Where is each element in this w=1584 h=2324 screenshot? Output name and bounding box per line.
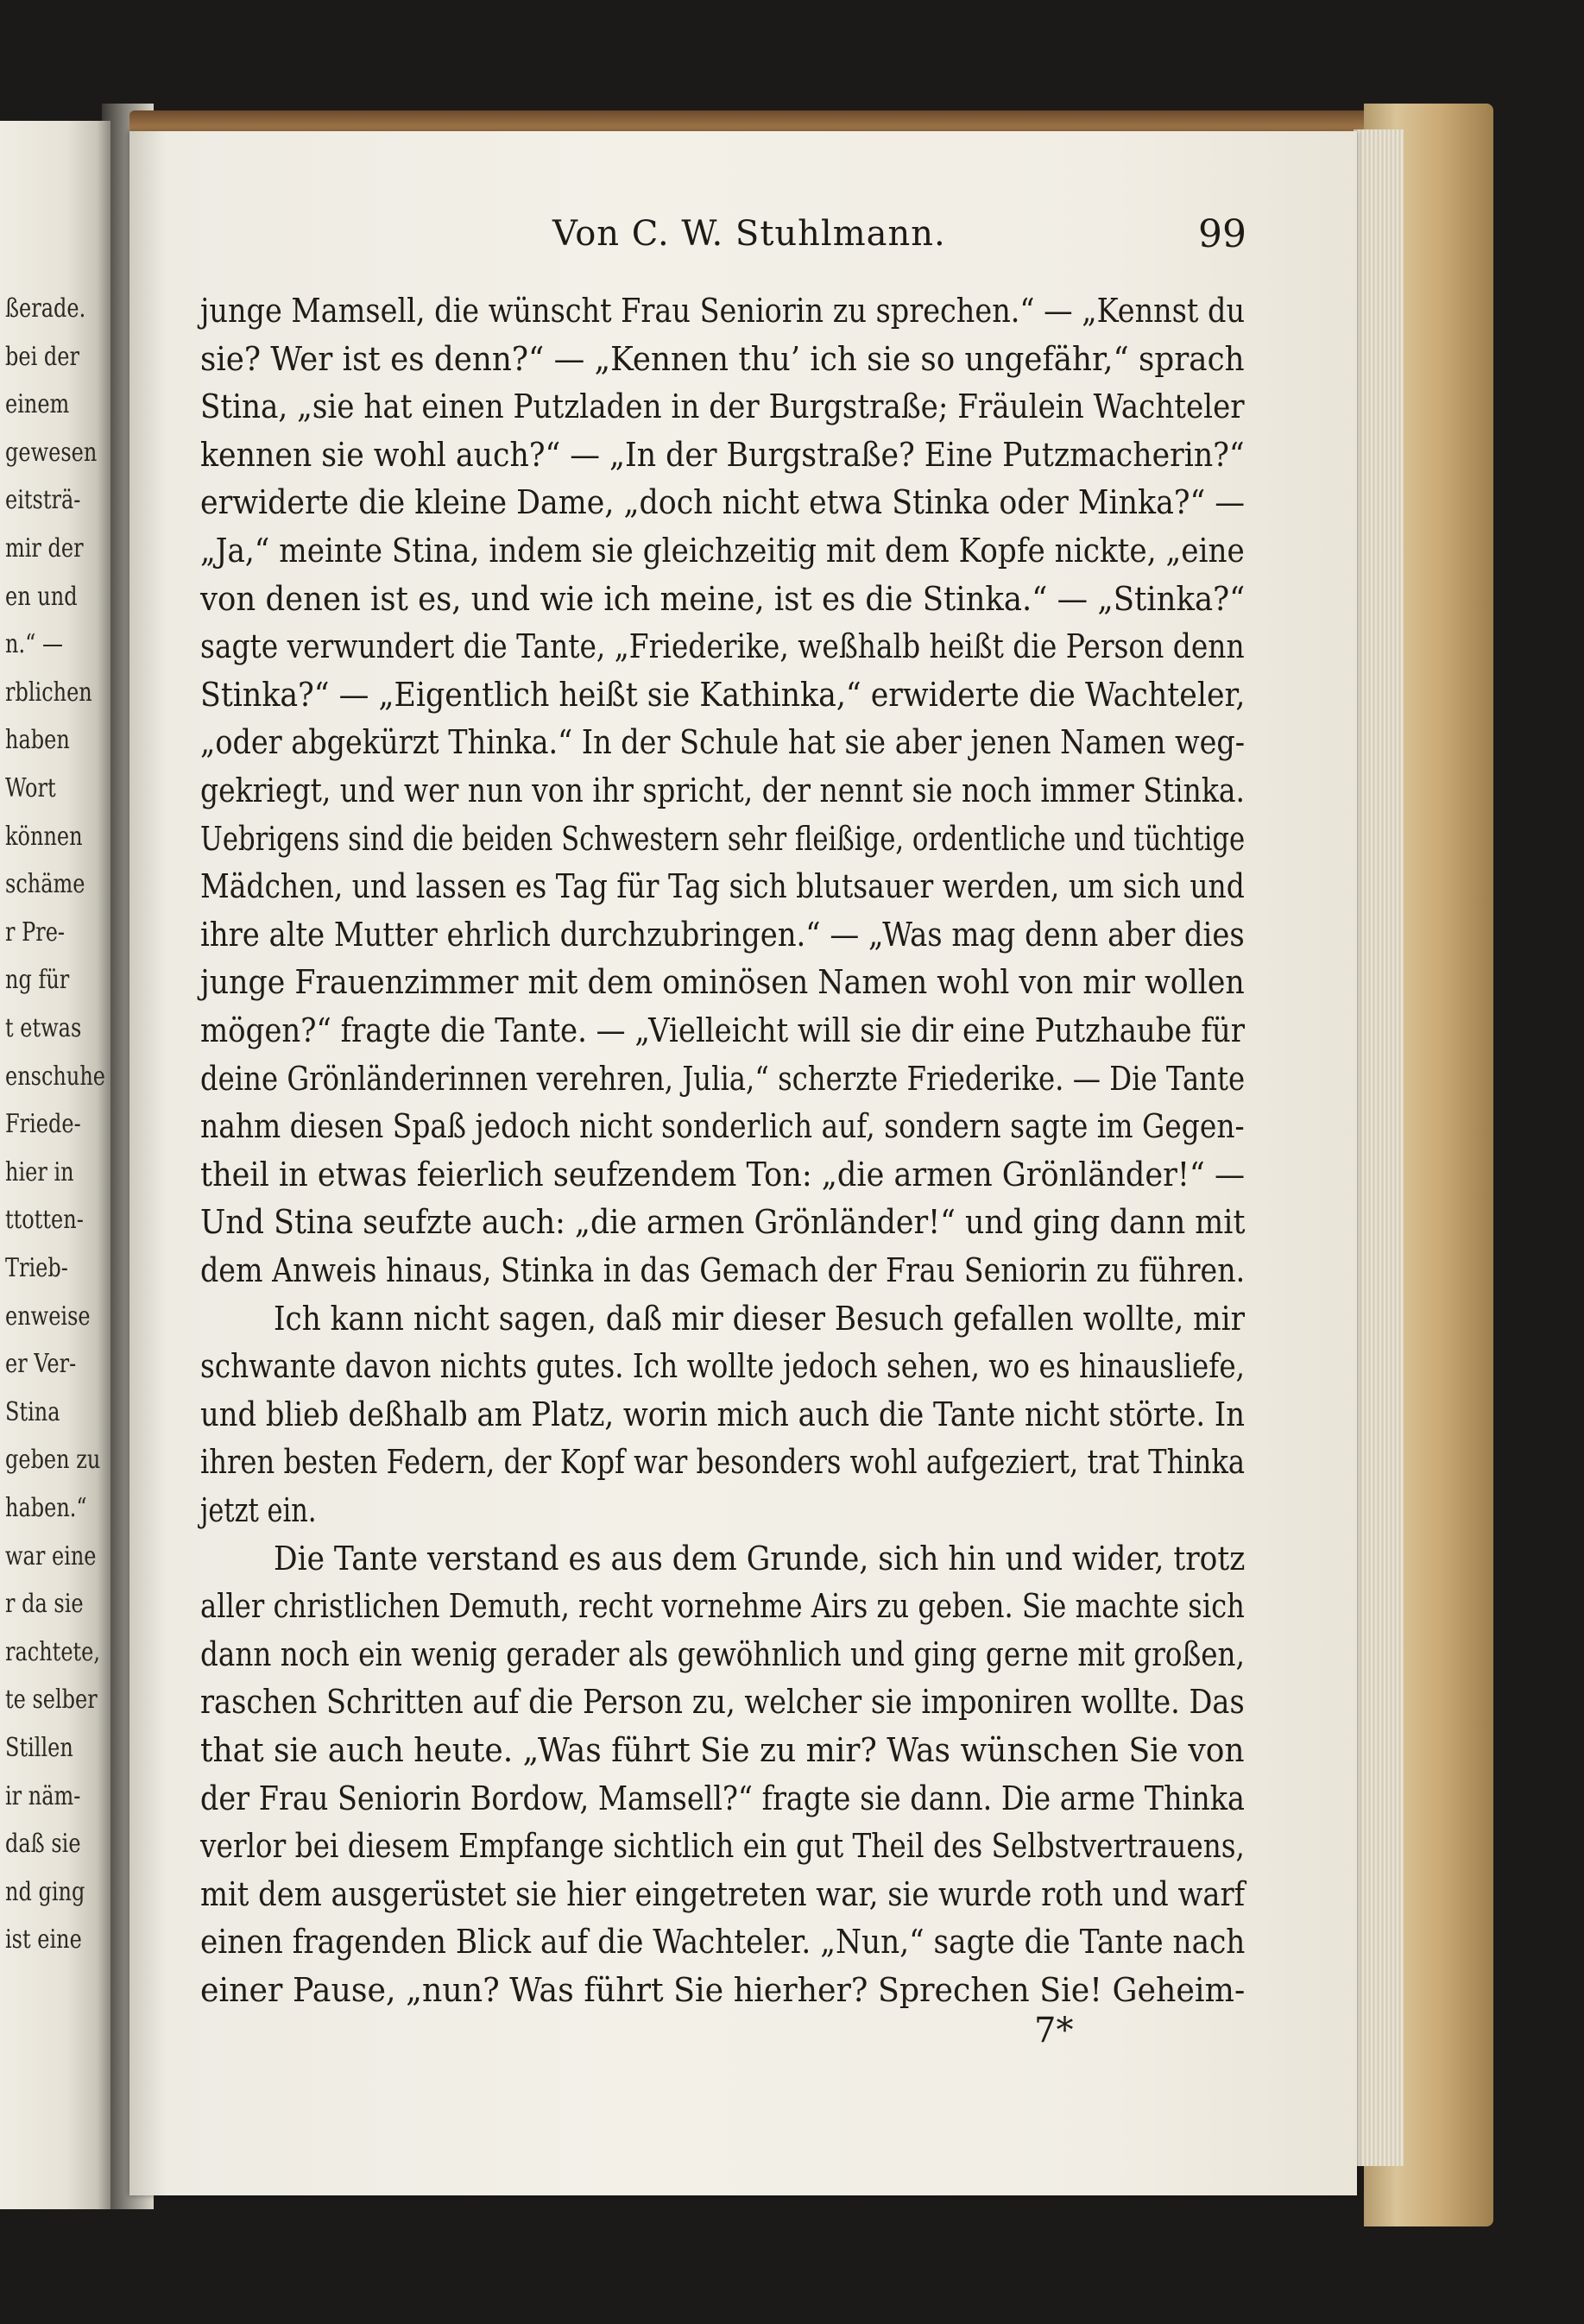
text-line: „oder abgekürzt Thinka.“ In der Schule hat sie aber jenen Namen weg-	[200, 723, 1246, 762]
previous-page-fragment: Friede-	[5, 1109, 81, 1140]
previous-page-fragment: bei der	[5, 341, 79, 372]
text-line: verlor bei diesem Empfange sichtlich ein gut Theil des Selbstvertrauens,	[200, 1827, 1245, 1866]
text-line: theil in etwas feierlich seufzendem Ton: „die armen Grönländer!“ —	[200, 1155, 1246, 1193]
previous-page-fragment: r Pre-	[5, 916, 66, 948]
previous-page-fragment: schäme	[5, 869, 85, 900]
text-line: dem Anweis hinaus, Stinka in das Gemach der Frau Seniorin zu führen.	[200, 1251, 1246, 1289]
text-line: junge Frauenzimmer mit dem ominösen Namen wohl von mir wollen	[200, 963, 1245, 1002]
text-line: einen fragenden Blick auf die Wachteler. „Nun,“ sagte die Tante nach	[200, 1923, 1246, 1962]
text-line: erwiderte die kleine Dame, „doch nicht etwa Stinka oder Minka?“ —	[200, 483, 1246, 522]
previous-page-fragment: ir näm-	[5, 1780, 81, 1811]
running-head: Von C. W. Stuhlmann.	[552, 214, 946, 254]
text-line: Stinka?“ — „Eigentlich heißt sie Kathinka,“ erwiderte die Wachteler,	[200, 675, 1246, 714]
previous-page-fragment: n.“ —	[5, 629, 63, 660]
text-line: junge Mamsell, die wünscht Frau Seniorin zu sprechen.“ — „Kennst du	[200, 292, 1246, 330]
previous-page-fragment: enweise	[5, 1301, 91, 1332]
previous-page-fragment: nd ging	[5, 1876, 85, 1907]
previous-page-fragment: können	[5, 821, 83, 852]
text-line: Die Tante verstand es aus dem Grunde, sich hin und wider, trotz	[274, 1539, 1246, 1578]
previous-page-fragment: gewesen	[5, 437, 98, 468]
previous-page-fragment: eitsträ-	[5, 485, 81, 516]
previous-page-fragment: rachtete,	[5, 1636, 101, 1667]
text-line: ihre alte Mutter ehrlich durchzubringen.“ — „Was mag denn aber dies	[200, 915, 1245, 954]
previous-page-fragment: mir der	[5, 533, 84, 564]
text-line: nahm diesen Spaß jedoch nicht sonderlich auf, sondern sagte im Gegen-	[200, 1107, 1245, 1146]
previous-page-fragment: war eine	[5, 1540, 97, 1571]
text-line: jetzt ein.	[200, 1491, 317, 1529]
previous-page-fragment: ßerade.	[5, 293, 86, 324]
text-line: sie? Wer ist es denn?“ — „Kennen thu’ ich sie so ungefähr,“ sprach	[200, 339, 1245, 378]
text-line: gekriegt, und wer nun von ihr spricht, der nennt sie noch immer Stinka.	[200, 772, 1245, 809]
previous-page-fragment: enschuhe	[5, 1061, 105, 1092]
previous-page-fragment: Stina	[5, 1396, 60, 1427]
text-line: aller christlichen Demuth, recht vornehme Airs zu geben. Sie machte sich	[200, 1587, 1245, 1626]
text-line: Ich kann nicht sagen, daß mir dieser Besuch gefallen wollte, mir	[274, 1299, 1245, 1338]
text-line: Mädchen, und lassen es Tag für Tag sich blutsauer werden, um sich und	[200, 867, 1245, 906]
text-line: schwante davon nichts gutes. Ich wollte jedoch sehen, wo es hinausliefe,	[200, 1347, 1246, 1386]
text-line: einer Pause, „nun? Was führt Sie hierher? Sprechen Sie! Geheim-	[200, 1971, 1246, 2009]
previous-page-fragment: haben	[5, 725, 70, 756]
text-line: dann noch ein wenig gerader als gewöhnlich und ging gerne mit großen,	[200, 1634, 1245, 1673]
text-line: raschen Schritten auf die Person zu, welcher sie imponiren wollte. Das	[200, 1683, 1245, 1722]
previous-page-fragment: einem	[5, 389, 70, 420]
previous-page-fragment: te selber	[5, 1685, 98, 1716]
text-line: ihren besten Federn, der Kopf war besonders wohl aufgeziert, trat Thinka	[200, 1443, 1246, 1482]
text-line: kennen sie wohl auch?“ — „In der Burgstraße? Eine Putzmacherin?“	[200, 435, 1245, 474]
text-line: mögen?“ fragte die Tante. — „Vielleicht will sie dir eine Putzhaube für	[200, 1011, 1246, 1049]
previous-page-fragment: daß sie	[5, 1829, 81, 1860]
previous-page-fragment: t etwas	[5, 1013, 82, 1043]
previous-page-fragment: ng für	[5, 965, 70, 996]
text-line: der Frau Seniorin Bordow, Mamsell?“ fragte sie dann. Die arme Thinka	[200, 1779, 1245, 1817]
previous-page-fragment: ttotten-	[5, 1205, 84, 1236]
text-line: deine Grönländerinnen verehren, Julia,“ scherzte Friederike. — Die Tante	[200, 1059, 1246, 1098]
text-line: von denen ist es, und wie ich meine, ist es die Stinka.“ — „Stinka?“	[200, 579, 1246, 618]
previous-page-fragment: Stillen	[5, 1733, 73, 1763]
signature-mark: 7*	[1034, 2011, 1074, 2050]
previous-page-fragment: ist eine	[5, 1924, 82, 1956]
text-line: „Ja,“ meinte Stina, indem sie gleichzeitig mit dem Kopfe nickte, „eine	[200, 532, 1245, 570]
text-line: Stina, „sie hat einen Putzladen in der Burgstraße; Fräulein Wachteler	[200, 387, 1245, 426]
text-line: Und Stina seufzte auch: „die armen Grönländer!“ und ging dann mit	[200, 1203, 1246, 1242]
previous-page-fragment: rblichen	[5, 677, 92, 708]
previous-page-fragment: haben.“	[5, 1493, 87, 1523]
previous-page-fragment: geben zu	[5, 1445, 101, 1476]
previous-page-fragment: Trieb-	[5, 1253, 68, 1283]
previous-page-fragment: Wort	[5, 773, 56, 803]
text-line: Uebrigens sind die beiden Schwestern sehr fleißige, ordentliche und tüchtige	[200, 819, 1246, 858]
text-line: that sie auch heute. „Was führt Sie zu mir? Was wünschen Sie von	[200, 1731, 1245, 1769]
previous-page-fragment: r da sie	[5, 1589, 84, 1620]
previous-page-fragment: hier in	[5, 1156, 74, 1187]
text-line: und blieb deßhalb am Platz, worin mich auch die Tante nicht störte. In	[200, 1395, 1245, 1433]
text-line: mit dem ausgerüstet sie hier eingetreten war, sie wurde roth und warf	[200, 1874, 1246, 1913]
page-block-edges	[1354, 129, 1404, 2166]
previous-page-fragment: en und	[5, 581, 78, 612]
previous-page-strip	[0, 121, 110, 2209]
text-line: sagte verwundert die Tante, „Friederike, weßhalb heißt die Person denn	[200, 627, 1245, 666]
previous-page-fragment: er Ver-	[5, 1349, 77, 1380]
page-number: 99	[1198, 212, 1246, 256]
